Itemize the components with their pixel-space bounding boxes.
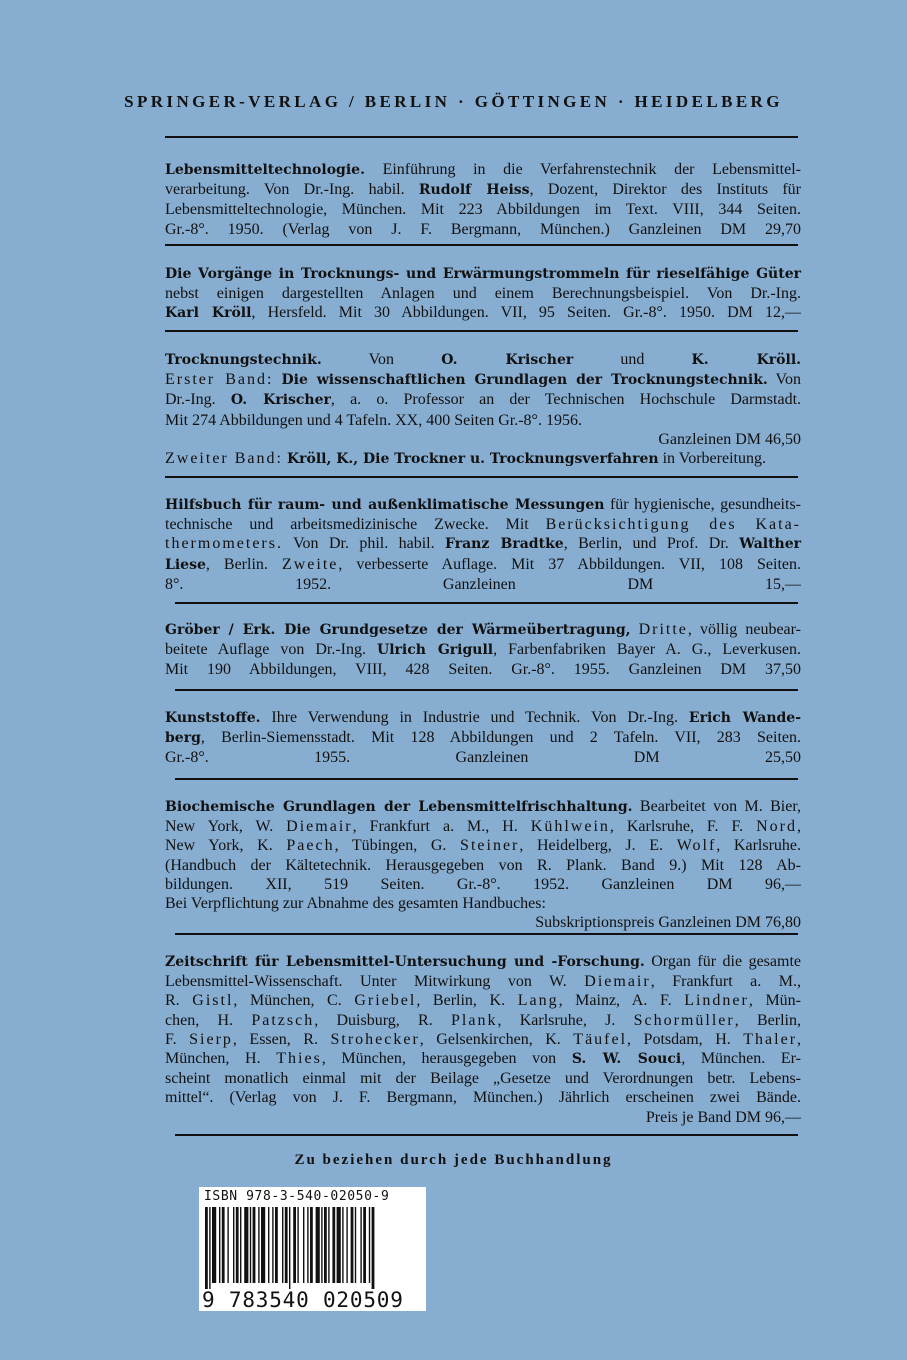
barcode-bar [250, 1207, 251, 1283]
entry-line [165, 350, 801, 370]
catalog-entry [165, 264, 801, 324]
barcode-bar [337, 1207, 341, 1283]
entry-line [165, 952, 801, 972]
barcode-bar [310, 1207, 313, 1283]
entry-text: Wolf [676, 837, 717, 855]
barcode-bar [275, 1207, 278, 1283]
barcode-bar [227, 1207, 228, 1283]
entry-text: Schormüller [633, 1011, 735, 1029]
entry-text: , a. o. Professor an der Technischen Hochschule Darmstadt. [330, 391, 802, 409]
entry-text: Dritte [638, 621, 688, 638]
entry-line [165, 180, 801, 200]
entry-text: , Karlsruhe, J. [497, 1011, 634, 1029]
entry-text: bildungen. XII, 519 Seiten. Gr.-8°. 1952. Ganzleinen DM 96,— [165, 875, 801, 893]
barcode-bar [205, 1207, 208, 1289]
entry-text: Thies [276, 1050, 322, 1068]
bold-text: Biochemische Grundlagen der Lebensmittelfrischhaltung. [165, 799, 633, 815]
entry-line [165, 856, 801, 875]
entry-line [165, 748, 801, 767]
entry-text: , Gelsenkirchen, K. [419, 1030, 574, 1048]
entry-text: nebst einigen dargestellten Anlagen und einem Berechnungsbeispiel. Von Dr.-Ing. [165, 285, 801, 303]
entry-text: , Berlin, [734, 1011, 801, 1029]
section-rule [175, 1134, 798, 1136]
entry-line [165, 797, 801, 817]
entry-text: , Tübingen, G. [334, 837, 461, 855]
entry-text: (Handbuch der Kältetechnik. Herausgegeben von R. Plank. Band 9.) Mit 128 Ab- [165, 856, 801, 874]
entry-text: Thaler [743, 1030, 798, 1048]
entry-text: technische und arbeitsmedizinische Zwecke. Mit [165, 516, 546, 534]
section-rule [165, 330, 798, 332]
entry-text: , Heidelberg, J. E. [519, 837, 677, 855]
bold-text: Ulrich Grigull [377, 642, 494, 659]
entry-line [165, 515, 801, 534]
entry-line [165, 430, 801, 449]
entry-line [165, 555, 801, 575]
entry-line [165, 894, 801, 913]
section-rule [175, 689, 798, 691]
barcode-bar [244, 1207, 248, 1283]
entry-text: Griebel [354, 992, 417, 1010]
barcode-bar [328, 1207, 329, 1283]
entry-line [165, 1030, 801, 1049]
entry-text: Täufel [573, 1030, 628, 1048]
entry-line [165, 1011, 801, 1030]
entry-text: Gistl [192, 992, 234, 1010]
entry-text: Strohecker [330, 1030, 420, 1048]
section-rule [165, 244, 798, 246]
entry-text: , Mün- [748, 992, 802, 1010]
entry-text: Mit 274 Abbildungen und 4 Tafeln. XX, 400 Seiten Gr.-8°. 1956. [165, 411, 582, 429]
entry-text: , Potsdam, H. [627, 1030, 744, 1048]
entry-text: für hygienische, gesundheits- [604, 496, 802, 513]
barcode-bar [316, 1207, 320, 1283]
entry-text: R. [165, 992, 193, 1010]
entry-text [630, 621, 638, 638]
entry-text: , München. Er- [681, 1050, 802, 1068]
entry-text: Diemair [286, 818, 353, 836]
entry-line [165, 303, 801, 323]
bold-text: Die Vorgänge in Trocknungs- und Erwärmungstrommeln für rieselfähige Güter [165, 266, 801, 282]
entry-line [165, 913, 801, 932]
barcode-bar [360, 1207, 361, 1283]
entry-line [165, 264, 801, 284]
catalog-entry [165, 160, 801, 239]
barcode-bar [261, 1207, 265, 1283]
entry-line [165, 708, 801, 728]
entry-text: Organ für die gesamte [644, 953, 801, 970]
entry-line [165, 836, 801, 855]
barcode-bar [351, 1207, 354, 1283]
entry-text: , München, C. [233, 992, 355, 1010]
entry-text: , Farbenfabriken Bayer A. G., Leverkusen. [493, 641, 802, 659]
entry-line [165, 220, 801, 239]
entry-text: , Berlin-Siemensstadt. Mit 128 Abbildungen und 2 Tafeln. VII, 283 Seiten. [200, 729, 801, 747]
entry-line [165, 370, 801, 390]
bold-text: berg [165, 730, 201, 747]
entry-line [165, 575, 801, 594]
entry-text: Mit 190 Abbildungen, VIII, 428 Seiten. Gr.-8°. 1955. Ganzleinen DM 37,50 [165, 661, 801, 679]
bold-text: Die wissenschaftlichen Grundlagen der Trocknungstechnik. [281, 372, 768, 389]
barcode-bar [324, 1207, 327, 1283]
barcode-bar [372, 1207, 375, 1289]
barcode-bar [236, 1207, 239, 1283]
barcode-bar [303, 1207, 304, 1283]
bold-text: O. Krischer [230, 392, 331, 409]
entry-text: Steiner [460, 837, 520, 855]
entry-text: , Mainz, A. F. [558, 992, 685, 1010]
barcode-bar [212, 1207, 216, 1283]
entry-text: mittel“. (Verlag von J. F. Bergmann, München.) Jährlich erscheinen zwei Bände. [165, 1089, 801, 1107]
entry-line [165, 728, 801, 748]
isbn-barcode [199, 1187, 426, 1311]
barcode-bar [321, 1207, 322, 1283]
entry-text: in Vorbereitung. [658, 450, 766, 468]
bold-text: Walther [739, 536, 802, 553]
entry-line [165, 817, 801, 836]
barcode-bar [209, 1207, 210, 1289]
entry-text: Von [767, 371, 801, 389]
entry-text: Bearbeitet von M. Bier, [632, 798, 802, 815]
section-rule [175, 602, 798, 604]
catalog-entry [165, 952, 801, 1127]
catalog-entry [165, 620, 801, 680]
barcode-bar [222, 1207, 225, 1283]
bold-text: Lebensmitteltechnologie. [165, 162, 365, 178]
entry-text: , München, herausgegeben von [321, 1050, 572, 1068]
entry-text: München, H. [165, 1050, 277, 1068]
barcode-bar [293, 1207, 296, 1283]
entry-text: Lebensmitteltechnologie, München. Mit 223 Abbildungen im Text. VIII, 344 Seiten. [165, 201, 801, 219]
bold-text: Karl Kröll [165, 305, 252, 322]
entry-line [165, 620, 801, 640]
bold-text: Hilfsbuch für raum- und außenklimatische Messungen [165, 497, 605, 513]
bold-text: Liese [165, 556, 206, 573]
entry-line [165, 200, 801, 219]
bold-text: Kunststoffe. [165, 710, 261, 726]
entry-line [165, 991, 801, 1010]
barcode-bar [342, 1207, 343, 1283]
entry-line [165, 1088, 801, 1107]
entry-text: , Frankfurt a. M., H. [352, 818, 531, 836]
entry-line [165, 284, 801, 303]
entry-line [165, 660, 801, 679]
entry-text: Dr.-Ing. [165, 391, 231, 409]
entry-line [165, 640, 801, 660]
bold-text: Franz Bradtke [445, 536, 564, 553]
entry-text: und [573, 351, 692, 368]
entry-text: verarbeitung. Von Dr.-Ing. habil. [165, 181, 419, 199]
entry-text: Subskriptionspreis Ganzleinen DM 76,80 [535, 914, 801, 932]
catalog-entry [165, 797, 801, 932]
entry-text: Berücksichtigung des Kata- [545, 516, 801, 534]
entry-text: beitete Auflage von Dr.-Ing. [165, 641, 378, 659]
entry-line [165, 495, 801, 515]
bold-text: K. Kröll. [691, 352, 802, 368]
footer-note: Zu beziehen durch jede Buchhandlung [294, 1152, 613, 1168]
entry-text: Zweiter Band: [165, 450, 283, 468]
barcode-bars-icon [203, 1207, 422, 1289]
entry-text: Sierp [189, 1030, 233, 1048]
entry-text: Paech [286, 837, 335, 855]
bold-text: Trocknungstechnik. [165, 352, 322, 368]
entry-text: Bei Verpflichtung zur Abnahme des gesamten Handbuches: [165, 895, 546, 913]
entry-line [165, 972, 801, 991]
barcode-bar [282, 1207, 283, 1283]
entry-text: , verbesserte Auflage. Mit 37 Abbildungen. VII, 108 Seiten. [338, 555, 801, 573]
entry-text: , Berlin. [205, 555, 282, 573]
barcode-bar [258, 1207, 259, 1283]
entry-text: Einführung in die Verfahrenstechnik der Lebensmittel- [364, 161, 801, 178]
barcode-bar [285, 1207, 288, 1283]
entry-text: F. [165, 1030, 190, 1048]
entry-text: Ganzleinen DM 46,50 [658, 430, 801, 448]
entry-line [165, 160, 801, 180]
barcode-bar [233, 1207, 234, 1283]
entry-line [165, 875, 801, 894]
entry-line [165, 1049, 801, 1069]
ean-digits: 9 783540 020509 [202, 1288, 404, 1312]
entry-text: , völlig neubear- [687, 621, 801, 638]
entry-text: Preis je Band DM 96,— [645, 1108, 801, 1126]
entry-text: , Berlin, und Prof. Dr. [563, 535, 740, 553]
entry-line [165, 1108, 801, 1127]
barcode-bar [369, 1207, 370, 1283]
entry-line [165, 534, 801, 554]
barcode-bar [219, 1207, 220, 1283]
entry-text: thermometers. [165, 535, 283, 553]
catalog-entry [165, 495, 801, 594]
barcode-bar [272, 1207, 273, 1283]
entry-text: Erster Band: [165, 371, 274, 389]
entry-text: , Karlsruhe. [716, 837, 801, 855]
entry-text: , Duisburg, R. [314, 1011, 451, 1029]
entry-text: Kühlwein [530, 818, 610, 836]
entry-text: scheint monatlich einmal mit der Beilage „Gesetze und Verordnungen betr. Lebens- [165, 1070, 801, 1088]
barcode-bar [268, 1207, 269, 1283]
entry-text: Von [321, 351, 442, 368]
bold-text: O. Krischer [441, 352, 574, 368]
entry-text: , Karlsruhe, F. F. [609, 818, 757, 836]
entry-text: , Berlin, K. [416, 992, 518, 1010]
entry-text: Diemair [584, 973, 651, 991]
publisher-header: SPRINGER-VERLAG / BERLIN · GÖTTINGEN · HEIDELBERG [124, 92, 783, 111]
entry-text: New York, W. [165, 818, 287, 836]
barcode-bar [363, 1207, 366, 1283]
entry-text: Gr.-8°. 1950. (Verlag von J. F. Bergmann, München.) Ganzleinen DM 29,70 [165, 220, 801, 238]
entry-line [165, 411, 801, 430]
entry-line [165, 449, 801, 469]
barcode-bar [289, 1207, 290, 1289]
entry-text: Lang [517, 992, 559, 1010]
entry-text: 8°. 1952. Ganzleinen DM 15,— [165, 575, 801, 593]
bold-text: S. W. Souci [571, 1051, 682, 1068]
entry-text: Von Dr. phil. habil. [282, 535, 445, 553]
entry-text: , Dozent, Direktor des Instituts für [529, 181, 801, 199]
header-rule [165, 136, 798, 138]
barcode-bar [240, 1207, 241, 1283]
entry-text: Lebensmittel-Wissenschaft. Unter Mitwirkung von W. [165, 973, 585, 991]
entry-text: , [797, 1030, 802, 1048]
bold-text: Zeitschrift für Lebensmittel-Untersuchung und -Forschung. [165, 954, 645, 970]
entry-text: Nord [756, 818, 797, 836]
bold-text: Kröll, K., Die Trockner u. Trocknungsverfahren [286, 451, 659, 468]
entry-text: Patzsch [251, 1011, 315, 1029]
entry-text: Lindner [684, 992, 749, 1010]
barcode-bar [297, 1207, 298, 1283]
catalog-entry [165, 350, 801, 469]
barcode-bar [307, 1207, 308, 1283]
section-rule [175, 933, 798, 935]
entry-text: , Essen, R. [232, 1030, 331, 1048]
barcode-bar [346, 1207, 347, 1283]
bold-text: Rudolf Heiss [418, 182, 530, 199]
barcode-bar [253, 1207, 256, 1283]
entry-text: Plank [451, 1011, 498, 1029]
entry-text: , [797, 818, 801, 836]
entry-line [165, 390, 801, 410]
entry-text: New York, K. [165, 837, 287, 855]
isbn-label: ISBN 978-3-540-02050-9 [204, 1189, 390, 1204]
entry-line [165, 1069, 801, 1088]
entry-text: , Frankfurt a. M., [650, 973, 801, 991]
entry-text: Ihre Verwendung in Industrie und Technik. Von Dr.-Ing. [260, 709, 689, 726]
barcode-bar [332, 1207, 335, 1283]
bold-text: Gröber / Erk. Die Grundgesetze der Wärmeübertragung, [165, 622, 631, 638]
barcode-bar [355, 1207, 356, 1283]
section-rule [175, 778, 798, 780]
bold-text: Erich Wande- [688, 710, 801, 726]
entry-text: Gr.-8°. 1955. Ganzleinen DM 25,50 [165, 749, 801, 767]
section-rule [165, 476, 798, 478]
entry-text: chen, H. [165, 1011, 252, 1029]
entry-text: Zweite [281, 555, 339, 573]
catalog-entry [165, 708, 801, 768]
entry-text: , Hersfeld. Mit 30 Abbildungen. VII, 95 Seiten. Gr.-8°. 1950. DM 12,— [251, 304, 802, 322]
